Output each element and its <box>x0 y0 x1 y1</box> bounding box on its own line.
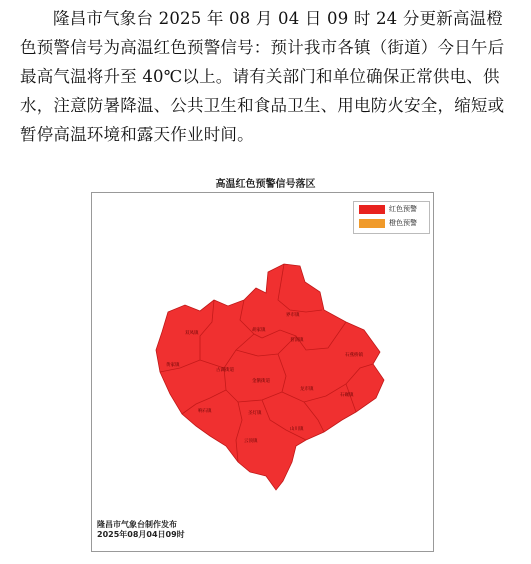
svg-text:普润镇: 普润镇 <box>290 338 304 343</box>
orange-swatch <box>359 219 385 228</box>
issuer-text: 隆昌市气象台制作发布 <box>97 520 177 529</box>
svg-text:金鹅街道: 金鹅街道 <box>252 379 270 384</box>
svg-text:黄家镇: 黄家镇 <box>166 363 180 368</box>
svg-text:圣灯镇: 圣灯镇 <box>248 411 262 416</box>
svg-text:云顶镇: 云顶镇 <box>244 439 258 444</box>
svg-text:古湖街道: 古湖街道 <box>216 368 234 373</box>
county-region <box>156 264 384 490</box>
legend-label-orange: 橙色预警 <box>389 219 417 227</box>
svg-text:石碾镇: 石碾镇 <box>340 393 354 398</box>
svg-text:双凤镇: 双凤镇 <box>185 331 199 336</box>
svg-text:界市镇: 界市镇 <box>286 313 300 318</box>
legend-label-red: 红色预警 <box>389 205 417 213</box>
legend-item-orange <box>354 216 429 230</box>
issue-time-text: 2025年08月04日09时 <box>97 530 185 539</box>
svg-text:响石镇: 响石镇 <box>198 409 212 414</box>
svg-text:龙市镇: 龙市镇 <box>300 387 314 392</box>
svg-text:石燕桥镇: 石燕桥镇 <box>345 353 363 358</box>
legend-item-red <box>354 202 429 216</box>
svg-text:胡家镇: 胡家镇 <box>252 328 266 333</box>
svg-text:山川镇: 山川镇 <box>290 427 304 432</box>
red-swatch <box>359 205 385 214</box>
map-title: 高温红色预警信号落区 <box>215 179 316 190</box>
map-footer <box>97 520 185 540</box>
map-legend <box>353 201 430 234</box>
warning-notice-text: 隆昌市气象台 2025 年 08 月 04 日 09 时 24 分更新高温橙色预警信号为高温红色预警信号：预计我市各镇（街道）今日午后最高气温将升至 40℃以上。请有关部门和单位确保正常供电、供水，注意防暑降温、公共卫生和食品卫生、用电防火安全，缩短或暂停高温环境和露天作业时间。 <box>20 9 505 144</box>
